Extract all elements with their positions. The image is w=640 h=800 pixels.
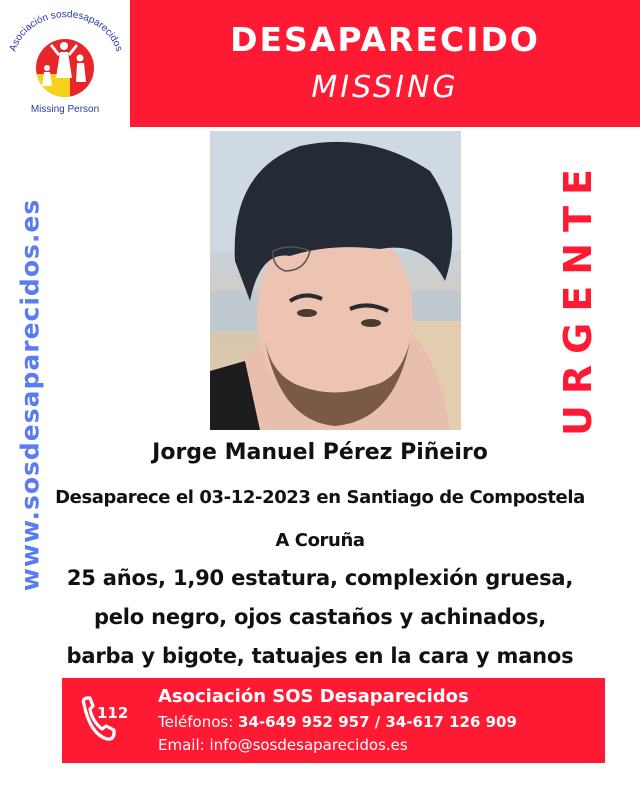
- title-english: MISSING: [311, 70, 459, 105]
- person-photo: [210, 131, 461, 430]
- urgent-label: URGENTE: [556, 158, 600, 436]
- description-line-2: pelo negro, ojos castaños y achinados,: [93, 605, 547, 629]
- person-name: Jorge Manuel Pérez Piñeiro: [152, 440, 488, 465]
- svg-text:Asociación sosdesaparecidos: Asociación sosdesaparecidos: [7, 9, 125, 53]
- description-line-3: barba y bigote, tatuajes en la cara y manos: [66, 644, 574, 668]
- organization-logo: [0, 0, 130, 128]
- phones-value[interactable]: 34-649 952 957 / 34-617 126 909: [238, 713, 517, 731]
- phone-numbers: [158, 713, 517, 731]
- portrait-image: [210, 131, 461, 430]
- logo-subtitle: Missing Person: [30, 104, 100, 115]
- phone-112-icon: [80, 696, 132, 746]
- title-spanish: DESAPARECIDO: [230, 20, 540, 59]
- svg-text:112: 112: [97, 704, 129, 722]
- contact-box: [62, 678, 605, 763]
- email-contact[interactable]: Email: info@sosdesaparecidos.es: [158, 736, 408, 754]
- province: A Coruña: [275, 530, 365, 551]
- disappearance-info: Desaparece el 03-12-2023 en Santiago de Compostela: [55, 487, 585, 508]
- phones-label: Teléfonos:: [158, 713, 234, 731]
- website-link[interactable]: www.sosdesaparecidos.es: [15, 198, 45, 592]
- logo-emblem-icon: [0, 0, 130, 128]
- description-line-1: 25 años, 1,90 estatura, complexión gruesa,: [66, 566, 574, 590]
- organization-name: Asociación SOS Desaparecidos: [158, 686, 469, 707]
- header-banner: [130, 0, 640, 127]
